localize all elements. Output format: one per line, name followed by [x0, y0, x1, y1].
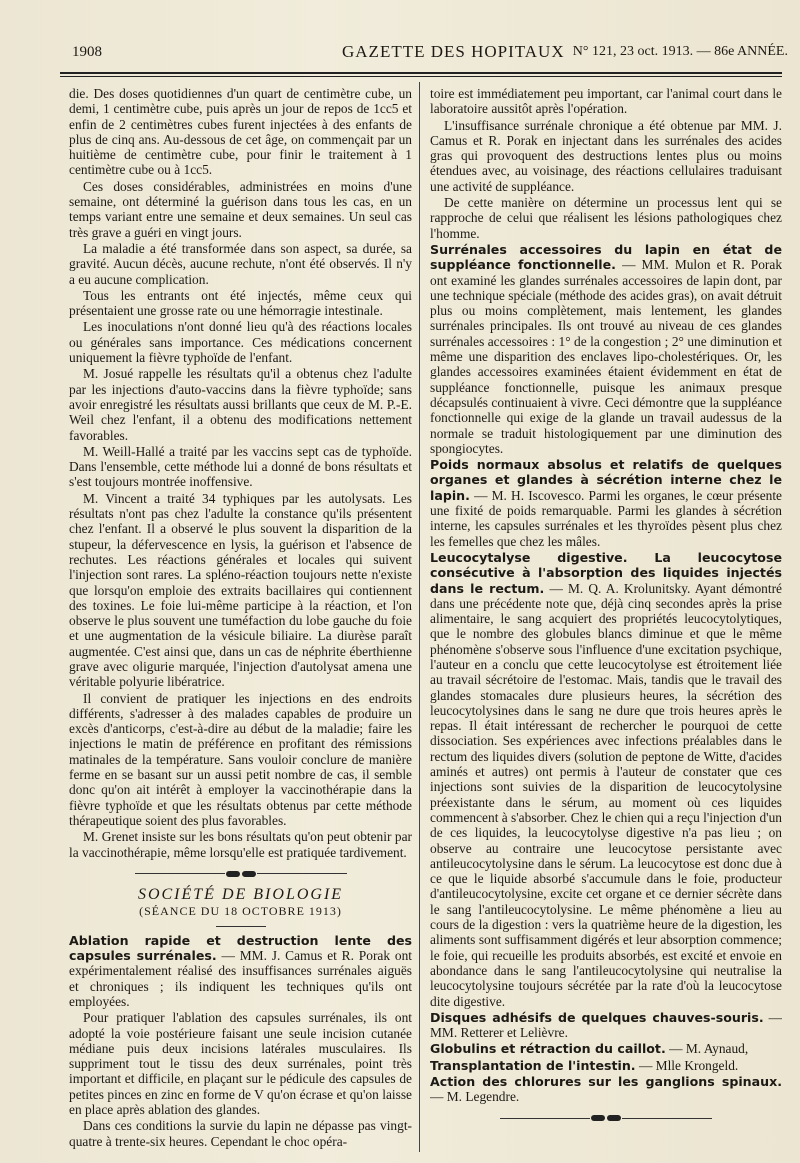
article-title: Action des chlorures sur les ganglions spinaux. — [430, 1074, 782, 1089]
paragraph: M. Weill-Hallé a traité par les vaccins sept cas de typhoïde. Dans l'ensemble, cette méthode lui a donné de bons résultats et s'est toujours montrée inoffensive. — [69, 443, 412, 490]
article — [430, 1058, 782, 1073]
paragraph: Ces doses considérables, administrées en moins d'une semaine, ont déterminé la guérison dans tous les cas, en un temps variant entre une semaine et deux semaines. Un seul cas très grave a guéri en vingt jours. — [69, 178, 412, 240]
paragraph: Pour pratiquer l'ablation des capsules surrénales, ils ont adopté la voie postérieure faisant une seule incision cutanée médiane puis deux incisions latérales musculaires. Ils suppriment tout le tissu des deux surrénales, point très important et difficile, en plaçant sur le pédicule des capsules de petites pinces en zinc en forme de V qu'on écrase et qu'on laisse en place après ablation des glandes. — [69, 1010, 412, 1117]
article — [69, 933, 412, 1009]
ornament-separator — [430, 1111, 782, 1126]
article-authors: — Mlle Krongeld. — [638, 1057, 739, 1073]
article-title: Poids normaux absolus et relatifs de quelques organes et glandes à sécrétion interne chez le lapin. — [430, 457, 782, 503]
paragraph: L'insuffisance surrénale chronique a été obtenue par MM. J. Camus et R. Porak en injectant dans les surrénales des acides gras qui provoquent des destructions lentes plus ou moins étendues avec, au voisinage, des réactions cellulaires traduisant une activité de suppléance. — [430, 117, 782, 194]
paragraph: M. Vincent a traité 34 typhiques par les autolysats. Les résultats n'ont pas chez l'adulte la constance qu'ils présentent chez l'enfant. Il a observé le plus souvent la disparition de la stupeur, la défervescence en lysis, la guérison et l'absence de rechutes. Les réactions générales et locales qui suivent l'injection sont rares. La spléno-réaction toujours nette n'existe que lorsqu'on emploie des extraits bacillaires qui contiennent des toxines. Le foie lui-même participe à la réaction, et l'on observe le plus souvent une tuméfaction du lobe gauche du foie et une augmentation de la vésicule biliaire. La diurèse paraît augmentée. C'est ainsi que, dans un cas de néphrite éberthienne grave avec oligurie marquée, l'injection d'autolysat amena une véritable polyurie libératrice. — [69, 490, 412, 690]
paragraph: M. Josué rappelle les résultats qu'il a obtenus chez l'adulte par les injections d'auto-vaccins dans la fièvre typhoïde; sans avoir enregistré les résultats aussi brillants que ceux de M. P.-E. Weil chez l'enfant, il a obtenu des modifications nettement favorables. — [69, 366, 412, 443]
paragraph: Les inoculations n'ont donné lieu qu'à des réactions locales ou générales sans importance. Ces médications concernent uniquement la fièvre typhoïde de l'enfant. — [69, 319, 412, 366]
article — [430, 1041, 782, 1056]
short-rule — [216, 926, 266, 927]
page-number: 1908 — [72, 44, 102, 60]
article-authors: — M. Aynaud, — [669, 1041, 749, 1057]
page-header — [60, 40, 788, 68]
article — [430, 1010, 782, 1041]
article-title: Surrénales accessoires du lapin en état de suppléance fonctionnelle. — [430, 241, 782, 273]
article — [430, 457, 782, 549]
article-authors: — M. Legendre. — [430, 1089, 520, 1105]
paragraph: die. Des doses quotidiennes d'un quart de centimètre cube, un demi, 1 centimètre cube, puis après un jour de repos de 1cc5 et enfin de 2 centimètres cubes furent injectées à des enfants de plus de cinq ans. Au-dessous de cet âge, on commençait par un huitième de centimètre cube, pour finir le traitement à 1 centimètre cube ou à 1cc5. — [69, 86, 412, 178]
section-subtitle: (SÉANCE DU 18 OCTOBRE 1913) — [139, 904, 342, 919]
article — [430, 1074, 782, 1105]
paragraph: La maladie a été transformée dans son aspect, sa durée, sa gravité. Aucun décès, aucune rechute, n'ont été observés. Il n'y a eu aucune complication. — [69, 240, 412, 287]
article-body: — MM. Mulon et R. Porak ont examiné les glandes surrénales accessoires de lapin dont, par une technique spéciale (méthode des acides gras), on avait détruit plus ou moins complètement, mais lentement, les glandes surrénales principales. Ils ont trouvé au niveau de ces glandes surrénales accessoires : 1° de la congestion ; 2° une diminution et même une disparition des enclaves lipo-cholestériques. Or, les glandes accessoires examinées étaient évidemment en état de suppléance fonctionnelle, puisque les animaux presque décapsulés continuaient à vivre. Ceci démontre que la suppléance fonctionnelle qui exige de la glande un travail audessus de la normale se traduit histologiquement par une diminution des spongiocytes. — [430, 257, 782, 456]
article-authors: — MM. J. Camus et R. Porak ont expérimentalement réalisé des insuffisances surrénales aiguës et chroniques ; ils indiquent les techniques qu'ils ont employées. — [69, 948, 412, 1009]
right-column — [430, 86, 782, 1156]
ornament-separator — [69, 866, 412, 881]
article-body: — M. H. Iscovesco. Parmi les organes, le cœur présente une fixité de poids remarquable. Parmi les glandes à sécrétion interne, les capsules surrénales et les thyroïdes pèsent plus chez les femelles que chez les mâles. — [430, 487, 782, 549]
article-authors: — MM. Retterer et Lelièvre. — [430, 1009, 782, 1041]
paragraph: Tous les entrants ont été injectés, même ceux qui présentaient une grosse rate ou une hémorragie intestinale. — [69, 287, 412, 319]
header-rule-thin — [60, 76, 782, 77]
article-title: Globulins et rétraction du caillot. — [430, 1041, 666, 1057]
column-divider — [419, 82, 420, 1152]
section-title: SOCIÉTÉ DE BIOLOGIE — [137, 886, 344, 904]
header-rule — [60, 72, 782, 74]
paragraph: Dans ces conditions la survie du lapin ne dépasse pas vingt-quatre à trente-six heures. Cependant le choc opéra- — [69, 1118, 412, 1149]
article-title: Disques adhésifs de quelques chauves-souris. — [430, 1009, 764, 1025]
article — [430, 242, 782, 456]
paragraph: Il convient de pratiquer les injections en des endroits différents, s'adresser à des malades capables de produire un excès d'anticorps, c'est-à-dire au début de la maladie; faire les injections le matin de préférence en profitant des rémissions matinales de la température. Sans vouloir conclure de manière ferme en se basant sur un aussi petit nombre de cas, il semble donc qu'on ait intérêt à employer la vaccinothérapie dans la fièvre typhoïde et que les résultats obtenus par cette méthode thérapeutique soient des plus favorables. — [69, 690, 412, 828]
paragraph: toire est immédiatement peu important, car l'animal court dans le laboratoire aussitôt après l'opération. — [430, 86, 782, 117]
article-title: Leucocytalyse digestive. La leucocytose consécutive à l'absorption des liquides injectés dans le rectum. — [430, 549, 782, 596]
left-column — [69, 86, 412, 1156]
paragraph: M. Grenet insiste sur les bons résultats qu'on peut obtenir par la vaccinothérapie, même lorsqu'elle est pratiquée tardivement. — [69, 829, 412, 860]
issue-info: N° 121, 23 oct. 1913. — 86e ANNÉE. — [572, 44, 788, 59]
journal-title: GAZETTE DES HOPITAUX — [342, 42, 565, 61]
article-body: — M. Q. A. Krolunitsky. Ayant démontré dans une précédente note que, déjà cinq secondes après la prise alimentaire, le sang acquiert des propriétés leucocytolytiques, que le nombre des globules blancs diminue et que le même phénomène s'observe sous l'influence d'une excitation psychique, l'auteur en a conclu que cette leucocytolyse est étroitement liée au travail sécrétoire de l'estomac. Mais, tandis que le travail des glandes stomacales dure plusieurs heures, la sécrétion des leucocytolysines dans le sang ne dure que trois heures après le repas. Il était intéressant de rechercher le pourquoi de cette dissociation. Ses expériences avec infections préalables dans le rectum des liquides divers (solution de peptone de Witte, d'acides aminés et autres) ont permis à l'auteur de constater que ces injections sont suivies de la disparition de leucocytolysine préexistante dans le sérum, au moment où ces liquides commencent à s'absorber. Chez le chien qui a reçu l'injection d'un de ces liquides, la leucocytolyse digestive n'a pas lieu ; on observe au contraire une leucocytose persistante avec antileucocytolysine dans le sérum. La leucocytose est donc due à ce que le liquide absorbé s'accumule dans le foie, producteur d'antileucocytolysine, excite cet organe et ce dernier sécrète dans le sang l'antileucocytolysine. Le même phénomène a lieu au cours de la digestion : vers la quatrième heure de la digestion, les aliments sont suffisamment digérés et leur absorption commence; le foie, qui recueille les produits absorbés, est excité et envoie en abondance dans le sang l'antileucocytolysine qui neutralise la leucocytolysine toujours sécrétée par la rate d'où la leucocytose dite digestive. — [430, 580, 782, 1009]
paragraph: De cette manière on détermine un processus lent qui se rapproche de celui que réalisent les lésions pathologiques chez l'homme. — [430, 195, 782, 241]
article-title: Ablation rapide et destruction lente des capsules surrénales. — [69, 932, 412, 964]
article — [430, 550, 782, 1009]
article-title: Transplantation de l'intestin. — [430, 1057, 636, 1073]
